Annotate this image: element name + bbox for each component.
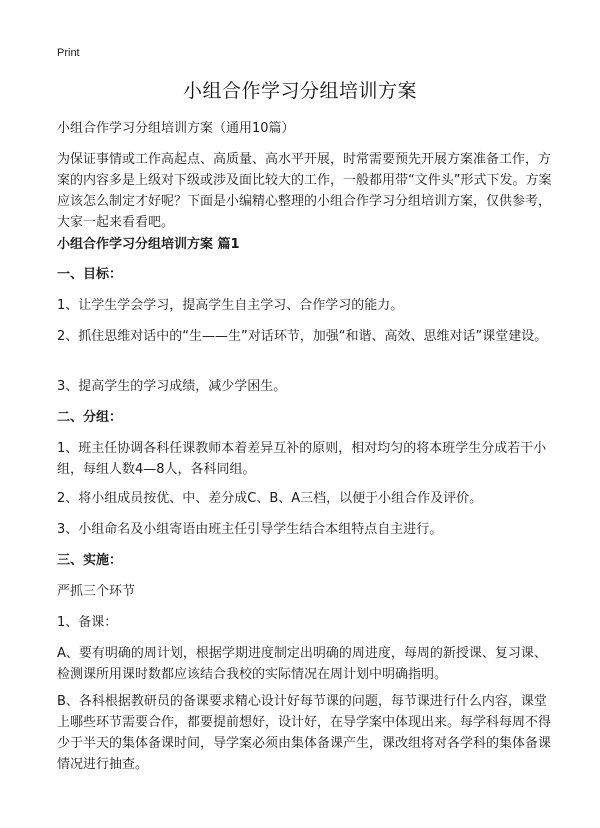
print-label: Print bbox=[57, 47, 80, 59]
lesson-prep-label: 1、备课： bbox=[57, 615, 118, 630]
intro-paragraph: 为保证事情或工作高起点、高质量、高水平开展，时常需要预先开展方案准备工作，方案的内容多是上级对下级或涉及面比较大的工作，一般都用带“文件头”形式下发。方案应该怎么制定才好呢？下面是小编精心整理的小组合作学习分组培训方案，仅供参考，大家一起来看看吧。 bbox=[57, 152, 552, 230]
document-title: 小组合作学习分组培训方案 bbox=[182, 80, 417, 102]
group-item: 1、班主任协调各科任课教师本着差异互补的原则，相对均匀的将本班学生分成若干小组，每组人数4—8人，各科同组。 bbox=[57, 441, 547, 477]
document-subtitle: 小组合作学习分组培训方案（通用10篇） bbox=[57, 121, 295, 136]
implementation-heading: 三、实施： bbox=[57, 553, 123, 568]
lesson-prep-item-a: A、要有明确的周计划，根据学期进度制定出明确的周进度，每周的新授课、复习课、检测课所用课时数都应该结合我校的实际情况在周计划中明确指明。 bbox=[57, 646, 547, 682]
implementation-intro: 严抓三个环节 bbox=[57, 584, 136, 599]
group-item: 3、小组命名及小组寄语由班主任引导学生结合本组特点自主进行。 bbox=[57, 522, 443, 537]
section-heading: 小组合作学习分组培训方案 篇1 bbox=[57, 237, 240, 252]
lesson-prep-item-b: B、各科根据教研员的备课要求精心设计好每节课的问题，每节课进行什么内容，课堂上哪些环节需要合作，都要提前想好，设计好，在导学案中体现出来。每学科每周不得少于半天的集体备课时间，导学案必须由集体备课产生，课改组将对各学科的集体备课情况进行抽查。 bbox=[57, 694, 552, 772]
group-item: 2、将小组成员按优、中、差分成C、B、A三档，以便于小组合作及评价。 bbox=[57, 491, 483, 506]
goal-item: 1、让学生学会学习，提高学生自主学习、合作学习的能力。 bbox=[57, 298, 404, 313]
group-heading: 二、分组： bbox=[57, 410, 123, 425]
goal-heading: 一、目标： bbox=[57, 267, 123, 282]
goal-item: 2、抓住思维对话中的“生——生”对话环节，加强“和谐、高效、思维对话”课堂建设。 bbox=[57, 329, 548, 344]
goal-item: 3、提高学生的学习成绩，减少学困生。 bbox=[57, 379, 287, 394]
